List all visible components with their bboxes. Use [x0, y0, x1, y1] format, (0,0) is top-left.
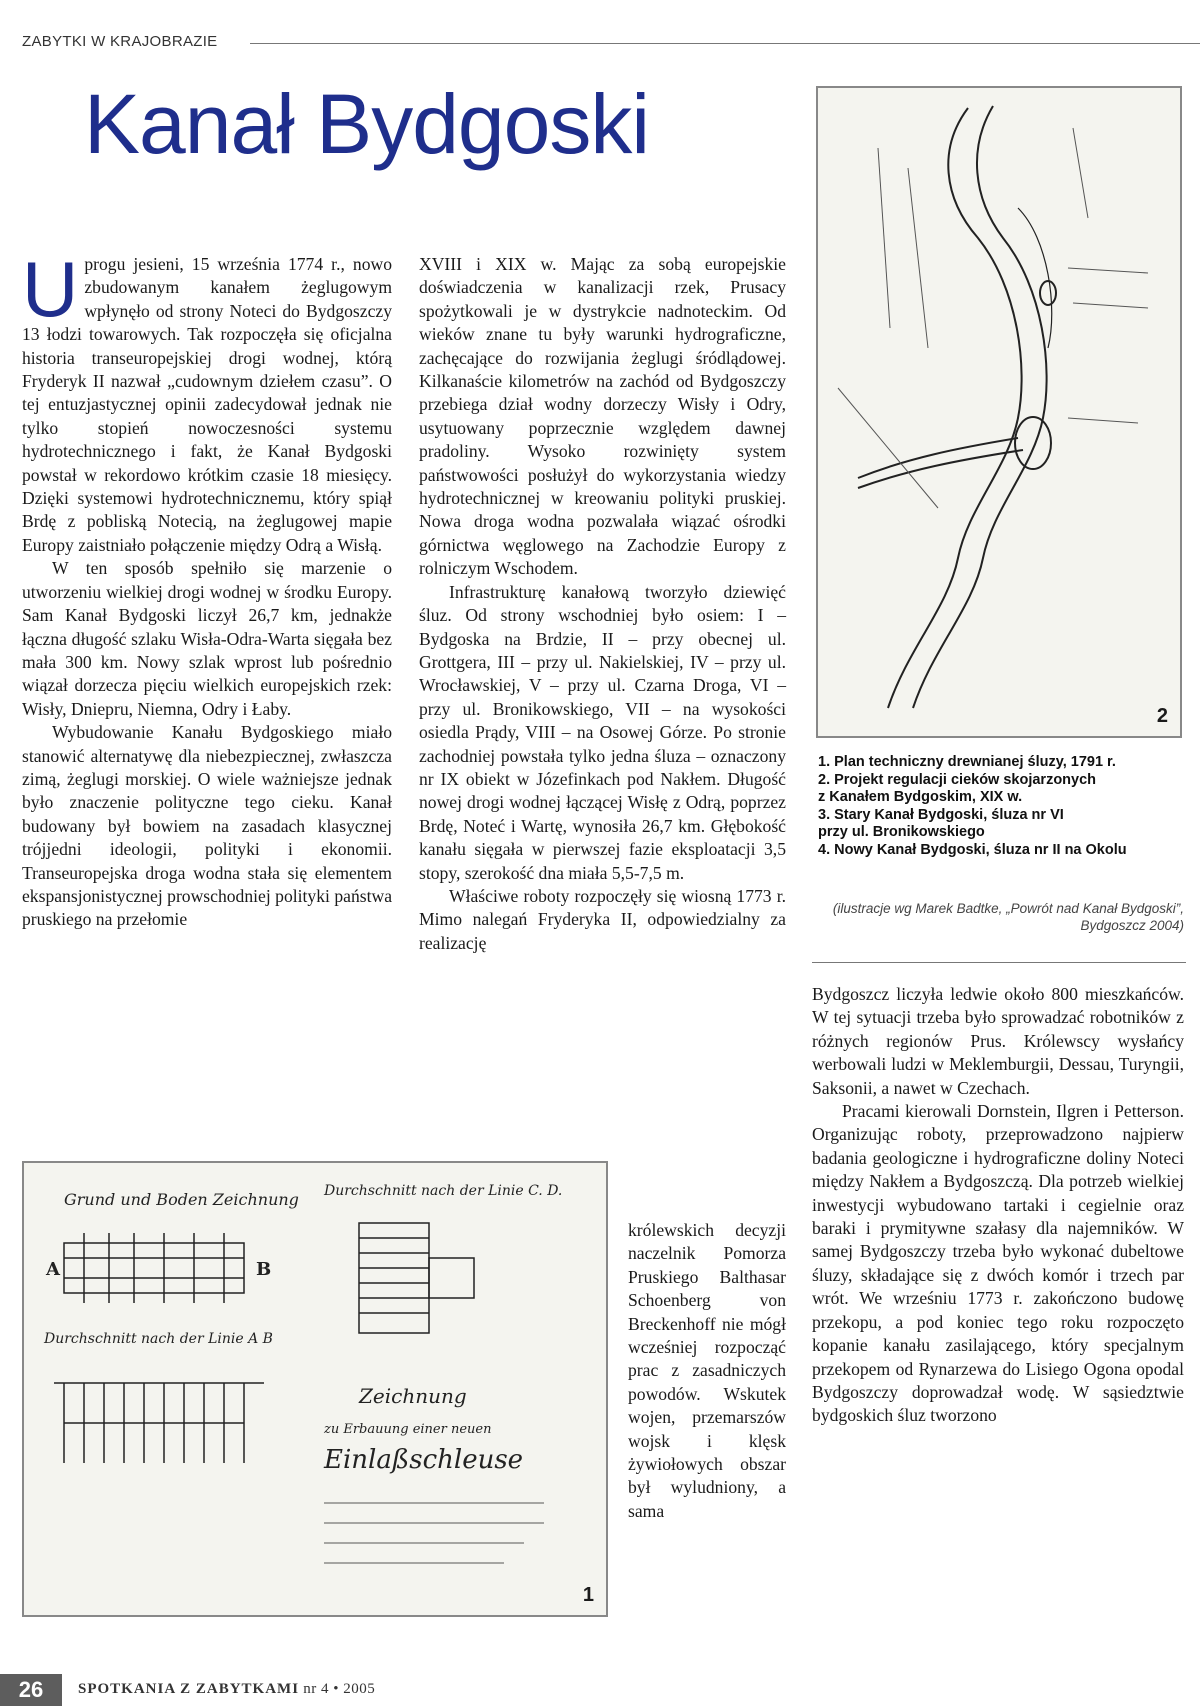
section-rule — [250, 43, 1200, 44]
map-annotation-line — [1068, 418, 1138, 423]
map-pond-small — [1040, 281, 1056, 305]
figure-sluice-plan — [22, 1161, 608, 1617]
plan-label: Durchschnitt nach der Linie A B — [44, 1331, 273, 1347]
caption-line: 3. Stary Kanał Bydgoski, śluza nr VI — [818, 806, 1064, 823]
map-annotation-line — [1068, 268, 1148, 273]
figure-captions — [818, 754, 1188, 860]
paragraph: progu jesieni, 15 września 1774 r., nowo zbudowanym kanałem żeglugowym wpłynęło od strony Noteci do Bydgoszczy 13 łodzi towarowych. Tak rozpoczęła się oficjalna historia transeuropejskiej drogi wodnej, którą Fryderyk II nazwał „cudownym dziełem czasu”. O tej entuzjastycznej opinii zadecydował jednak nie tylko stopień nowoczesności systemu hydrotechnicznego i fakt, że Kanał Bydgoski powstał w rekordowo krótkim czasie 18 miesięcy. Dzięki systemowi hydrotechnicznemu, który spiął Brdę z pobliską Notecią, na żeglugowej mapie Europy zaistniało połączenie między Odrą a Wisłą. — [22, 254, 392, 555]
paragraph: W ten sposób spełniło się marzenie o utworzeniu wielkiej drogi wodnej w środku Europy. Sam Kanał Bydgoski liczył 26,7 km, jednakże łączna długość szlaku Wisła-Odra-Warta sięgała bez mała 300 km. Nowy szlak wprost lub pośrednio wiązał dorzecza pięciu wielkich europejskich rzek: Wisły, Dniepru, Niemna, Odry i Łaby. — [22, 558, 392, 719]
paragraph: Pracami kierowali Dornstein, Ilgren i Petterson. Organizując roboty, przeprowadzono najpierw badania geologiczne i hydrograficzne doliny Noteci między Nakłem a Bydgoszczą. Dla potrzeb wielkiej inwestycji wybudowano tartaki i cegielnie oraz baraki i prymitywne szałasy dla najemników. W samej Bydgoszczy trzeba było wykonać dubeltowe śluzy, składające się z dwóch komór i trzech par wrót. We wrześniu 1773 r. zakończono budowę przekopu, a pod koniec tego roku rozpoczęto kopanie kanału zasilającego, który specjalnym przekopem od Rynarzewa do Lisiego Ogona opodal Bydgoszczy doprowadzał wodę. W sąsiedztwie bydgoskich śluz tworzono — [812, 1101, 1184, 1426]
map-pond — [1015, 417, 1051, 469]
article-column-1 — [22, 245, 392, 932]
map-annotation-line — [838, 388, 938, 508]
plan-hatching — [359, 1238, 429, 1313]
paragraph: Bydgoszcz liczyła ledwie około 800 mieszkańców. W tej sytuacji trzeba było sprowadzać robotników z różnych regionów Prus. Królewscy wysłańcy werbowali ludzi w Meklemburgii, Dessau, Turyngii, Saksonii, a nawet w Czechach. — [812, 984, 1184, 1098]
credit-rule — [812, 962, 1186, 963]
plan-hatching — [64, 1258, 244, 1278]
figure-number: 2 — [1156, 705, 1168, 727]
plan-notes — [324, 1503, 544, 1563]
plan-title: Einlaßschleuse — [324, 1445, 524, 1475]
magazine-name: SPOTKANIA Z ZABYTKAMI — [78, 1681, 300, 1697]
plan-marker: A — [46, 1259, 60, 1280]
plan-label: Grund und Boden Zeichnung — [64, 1190, 299, 1209]
page-title: Kanał Bydgoski — [84, 77, 650, 171]
article-column-3 — [812, 983, 1184, 1428]
plan-title: zu Erbauung einer neuen — [324, 1422, 492, 1437]
plan-marker: B — [256, 1259, 272, 1280]
article-column-2-continued — [628, 1219, 786, 1523]
plan-section — [359, 1223, 429, 1333]
figure-number: 1 — [582, 1584, 594, 1606]
caption-line: z Kanałem Bydgoskim, XIX w. — [818, 789, 1023, 806]
issue-info: nr 4 • 2005 — [303, 1681, 376, 1697]
article-column-2 — [419, 253, 786, 955]
plan-title: Zeichnung — [359, 1384, 467, 1408]
plan-section — [429, 1258, 474, 1298]
caption-line: 4. Nowy Kanał Bydgoski, śluza nr II na Okolu — [818, 841, 1127, 858]
paragraph: XVIII i XIX w. Mając za sobą europejskie doświadczenia w kanalizacji rzek, Prusacy spożytkowali je w dystrykcie nadnoteckim. Od wieków znane tu były warunki hydrograficzne, zachęcające do rozwijania żeglugi śródlądowej. Kilkanaście kilometrów na zachód od Bydgoszczy przebiega dział wodny dorzeczy Wisły i Odry, usytuowany poprzecznie względem dawnej pradoliny. Wysoko rozwinięty system państwowości posłużył do wykorzystania wiedzy hydrotechnicznej w kreowaniu polityki pruskiej. Nowa droga wodna pozwalała wiązać ośrodki górnictwa węglowego na Zachodzie Europy z rolniczym Wschodem. — [419, 254, 786, 579]
map-canal-line — [858, 438, 1018, 478]
caption-line: 2. Projekt regulacji cieków skojarzonych — [818, 771, 1097, 788]
canal-map-drawing — [818, 88, 1180, 736]
map-river-line — [888, 108, 1022, 708]
paragraph: Infrastrukturę kanałową tworzyło dziewięć śluz. Od strony wschodniej było osiem: I – Bydgoska na Brdzie, II – przy obecnej ul. Grottgera, III – przy ul. Nakielskiej, IV – przy ul. Wrocławskiej, V – przy ul. Czarna Droga, VI – przy ul. Bronikowskiego, VII – na wysokości osiedla Prądy, VIII – na Osowej Górze. Po stronie zachodniej powstała tylko jedna śluza – oznaczony nr IX obiekt w Józefinkach pod Nakłem. Długość nowej drogi wodnej łączącej Wisłę z Odrą, poprzez Brdę, Noteć i Wartę, wynosiła 26,7 km. Głębokość kanału sięgała w pierwszej fazie eksploatacji 3,5 stopy, szerokość dna miała 5,5-7,5 m. — [419, 581, 786, 883]
plan-label: Durchschnitt nach der Linie C. D. — [324, 1183, 563, 1199]
section-label: ZABYTKI W KRAJOBRAZIE — [22, 33, 218, 50]
illustration-credit: (ilustracje wg Marek Badtke, „Powrót nad Kanał Bydgoski”, Bydgoszcz 2004) — [832, 901, 1184, 933]
map-tributary — [1018, 208, 1052, 348]
drop-cap: U — [22, 245, 79, 333]
figure-canal-map — [816, 86, 1182, 738]
caption-line: przy ul. Bronikowskiego — [818, 824, 985, 841]
page-number: 26 — [0, 1674, 62, 1706]
sluice-plan-drawing — [24, 1163, 606, 1615]
paragraph: Właściwe roboty rozpoczęły się wiosną 1773 r. Mimo nalegań Fryderyka II, odpowiedzialny za realizację — [419, 885, 786, 953]
plan-chamber — [64, 1243, 244, 1293]
map-annotation-line — [878, 148, 890, 328]
map-annotation-line — [1073, 303, 1148, 308]
map-annotation-line — [1073, 128, 1088, 218]
paragraph: królewskich decyzji naczelnik Pomorza Pruskiego Balthasar Schoenberg von Breckenhoff nie mógł wcześniej rozpocząć prac z zasadniczych powodów. Wskutek wojen, przemarszów wojsk i klęsk żywiołowych obszar był wyludniony, a sama — [628, 1220, 786, 1521]
map-annotation-line — [908, 168, 928, 348]
paragraph: Wybudowanie Kanału Bydgoskiego miało stanowić alternatywę dla niebezpiecznej, zwłaszcza zimą, żeglugi morskiej. O wiele ważniejsze jednak było znaczenie polityczne tego cieku. Kanał budowany był bowiem na zasadach klasycznej trójjedni ideologii, polityki i ekonomii. Transeuropejska droga wodna stała się elementem ekspansjonistycznej prowschodniej polityki państwa pruskiego na przełomie — [22, 722, 392, 930]
caption-line: 1. Plan techniczny drewnianej śluzy, 1791 r. — [818, 754, 1116, 770]
footer-magazine — [78, 1681, 375, 1698]
